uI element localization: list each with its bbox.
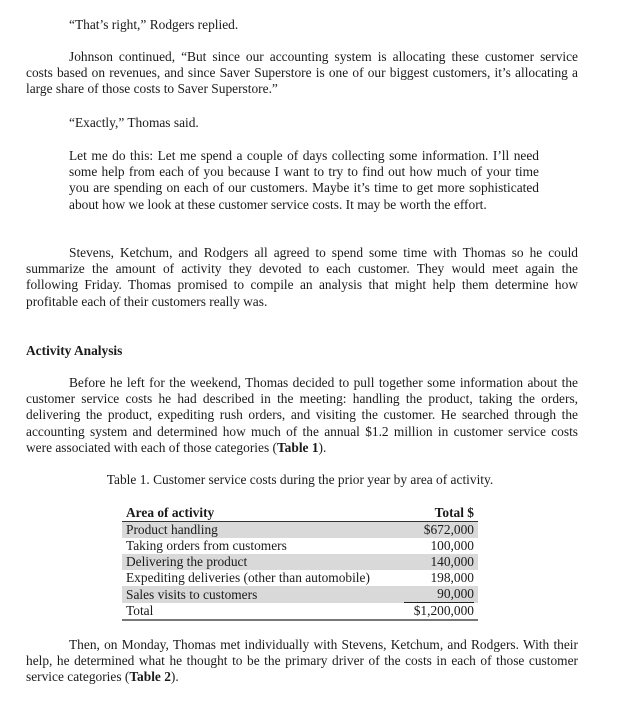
- grand-total-cell: $1,200,000: [394, 603, 478, 620]
- paragraph-monday-meetings: [26, 637, 578, 686]
- table-row: [122, 586, 478, 603]
- table-row: [122, 554, 478, 570]
- paragraph-agreement: Stevens, Ketchum, and Rodgers all agreed to spend some time with Thomas so he could summarize the amount of activity they devoted to each customer. They would meet again the following Friday. Thomas promised to compile an analysis that might help them determine how profitable each of their customers really was.: [26, 245, 578, 309]
- activity-cell: Expediting deliveries (other than automobile): [126, 570, 370, 585]
- activity-cell: Sales visits to customers: [122, 586, 394, 603]
- paragraph-rodgers-reply: “That’s right,” Rodgers replied.: [69, 17, 239, 32]
- table-total-row: [122, 603, 478, 620]
- total-label-cell: Total: [122, 603, 394, 620]
- total-cell: $672,000: [394, 522, 478, 539]
- table-row: [122, 570, 478, 586]
- paragraph-johnson-continued: Johnson continued, “But since our accounting system is allocating these customer service costs based on revenues, and since Saver Superstore is one of our biggest customers, it’s allocating a large share of those costs to Saver Superstore.”: [26, 49, 578, 97]
- paragraph-before-weekend: [26, 375, 578, 456]
- block-quote-thomas: Let me do this: Let me spend a couple of days collecting some information. I’ll need some help from each of you because I want to try to find out how much of your time you are spending on each of our customers. Maybe it’s time to get more sophisticated about how we look at these customer service costs. It may be worth the effort.: [69, 148, 539, 212]
- total-cell: 140,000: [394, 554, 478, 570]
- total-cell: 100,000: [430, 538, 474, 553]
- total-cell: [394, 586, 478, 603]
- table-row: [122, 538, 478, 554]
- paragraph-thomas-exactly: “Exactly,” Thomas said.: [69, 115, 199, 130]
- table-header-row: [122, 505, 478, 522]
- table-2-reference: Table 2: [129, 669, 171, 685]
- table-1-reference: Table 1: [276, 439, 319, 455]
- paragraph-text-end: ).: [170, 669, 179, 685]
- paragraph-text-end: ).: [318, 439, 327, 455]
- activity-cell: Taking orders from customers: [126, 538, 287, 553]
- table-row: [122, 522, 478, 539]
- paragraph-text: Then, on Monday, Thomas met individually with Stevens, Ketchum, and Rodgers. With their help, he determined what he thought to be the primary driver of the costs in each of those customer service categories (: [26, 637, 578, 685]
- section-heading-activity-analysis: Activity Analysis: [26, 343, 123, 358]
- table-1-customer-service-costs: [122, 505, 478, 621]
- paragraph-text: Before he left for the weekend, Thomas decided to pull together some information about the customer service costs he had described in the meeting: handling the product, taking the orders, delivering the product, expediting rush orders, and visiting the customer. He searched through the accounting system and determined how much of the annual $1.2 million in customer service costs were associated with each of those categories (: [26, 375, 578, 455]
- activity-cell: Delivering the product: [122, 554, 394, 570]
- total-value: 90,000: [404, 586, 474, 603]
- activity-cell: Product handling: [122, 522, 394, 539]
- table-1-caption: Table 1. Customer service costs during the prior year by area of activity.: [106, 472, 494, 487]
- total-cell: 198,000: [430, 570, 474, 585]
- header-total: Total $: [394, 505, 478, 522]
- header-area-of-activity: Area of activity: [122, 505, 394, 522]
